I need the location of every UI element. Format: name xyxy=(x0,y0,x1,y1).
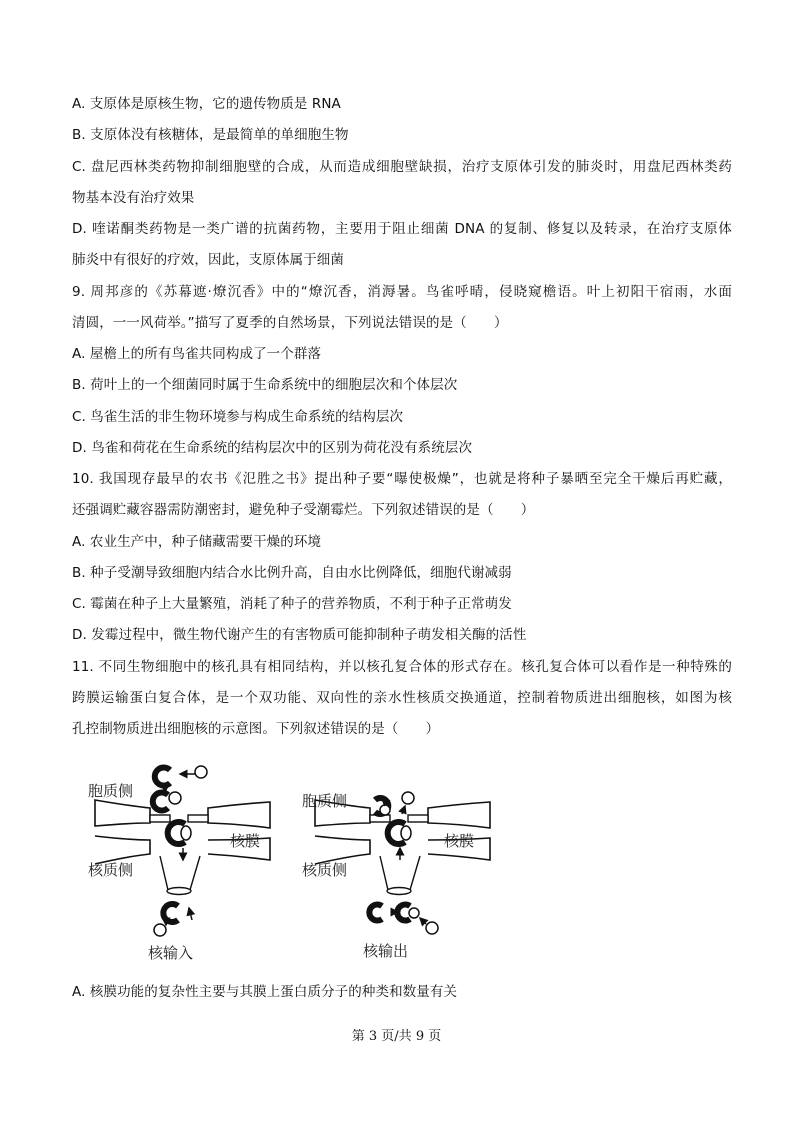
option-8-d-line-2: 肺炎中有很好的疗效，因此，支原体属于细菌 xyxy=(72,252,344,268)
question-11-line-2: 跨膜运输蛋白复合体，是一个双功能、双向性的亲水性核质交换通道，控制着物质进出细胞核，如图为核 xyxy=(72,690,732,706)
question-10-line-2: 还强调贮藏容器需防潮密封，避免种子受潮霉烂。下列叙述错误的是（ ） xyxy=(72,502,535,518)
option-8-d-line-1: D. 喹诺酮类药物是一类广谱的抗菌药物，主要用于阻止细菌 DNA 的复制、修复以及转录，在治疗支原体 xyxy=(72,221,732,237)
option-10-b: B. 种子受潮导致细胞内结合水比例升高，自由水比例降低，细胞代谢减弱 xyxy=(72,565,512,581)
right-membrane-label: 核膜 xyxy=(444,832,475,850)
export-diagram xyxy=(302,792,490,960)
left-top-label: 胞质侧 xyxy=(88,782,134,800)
question-9-line-1: 9. 周邦彦的《苏幕遮·燎沉香》中的“燎沉香，消溽暑。鸟雀呼晴，侵晓窥檐语。叶上初阳干宿雨，水面 xyxy=(72,284,732,300)
option-10-a: A. 农业生产中，种子储藏需要干燥的环境 xyxy=(72,534,322,550)
option-9-d: D. 鸟雀和荷花在生命系统的结构层次中的区别为荷花没有系统层次 xyxy=(72,440,473,456)
option-8-a: A. 支原体是原核生物，它的遗传物质是 RNA xyxy=(72,96,341,112)
option-10-c: C. 霉菌在种子上大量繁殖，消耗了种子的营养物质，不利于种子正常萌发 xyxy=(72,596,512,612)
right-bottom-label: 核质侧 xyxy=(302,861,348,879)
question-11-line-3: 孔控制物质进出细胞核的示意图。下列叙述错误的是（ ） xyxy=(72,721,440,737)
option-8-c-line-2: 物基本没有治疗效果 xyxy=(72,190,195,206)
import-diagram xyxy=(88,766,270,962)
left-bottom-label: 核质侧 xyxy=(88,861,134,879)
option-9-a: A. 屋檐上的所有鸟雀共同构成了一个群落 xyxy=(72,346,322,362)
option-8-c-line-1: C. 盘尼西林类药物抑制细胞壁的合成，从而造成细胞壁缺损，治疗支原体引发的肺炎时，用盘尼西林类药 xyxy=(72,159,732,175)
option-9-b: B. 荷叶上的一个细菌同时属于生命系统中的细胞层次和个体层次 xyxy=(72,377,458,393)
question-9-line-2: 清圆，一一风荷举。”描写了夏季的自然场景，下列说法错误的是（ ） xyxy=(72,315,508,331)
option-11-a: A. 核膜功能的复杂性主要与其膜上蛋白质分子的种类和数量有关 xyxy=(72,984,458,1000)
option-8-b: B. 支原体没有核糖体，是最简单的单细胞生物 xyxy=(72,127,349,143)
left-membrane-label: 核膜 xyxy=(230,832,261,850)
right-top-label: 胞质侧 xyxy=(302,792,348,810)
option-9-c: C. 鸟雀生活的非生物环境参与构成生命系统的结构层次 xyxy=(72,409,404,425)
right-caption: 核输出 xyxy=(363,942,409,960)
option-10-d: D. 发霉过程中，微生物代谢产生的有害物质可能抑制种子萌发相关酶的活性 xyxy=(72,627,527,643)
question-10-line-1: 10. 我国现存最早的农书《氾胜之书》提出种子要“曝使极燥”，也就是将种子暴晒至完全干燥后再贮藏， xyxy=(72,471,732,487)
left-caption: 核输入 xyxy=(148,944,194,962)
question-11-line-1: 11. 不同生物细胞中的核孔具有相同结构，并以核孔复合体的形式存在。核孔复合体可以看作是一种特殊的 xyxy=(72,659,732,675)
page-footer: 第 3 页/共 9 页 xyxy=(351,1029,442,1044)
nuclear-pore-figure xyxy=(70,748,510,973)
